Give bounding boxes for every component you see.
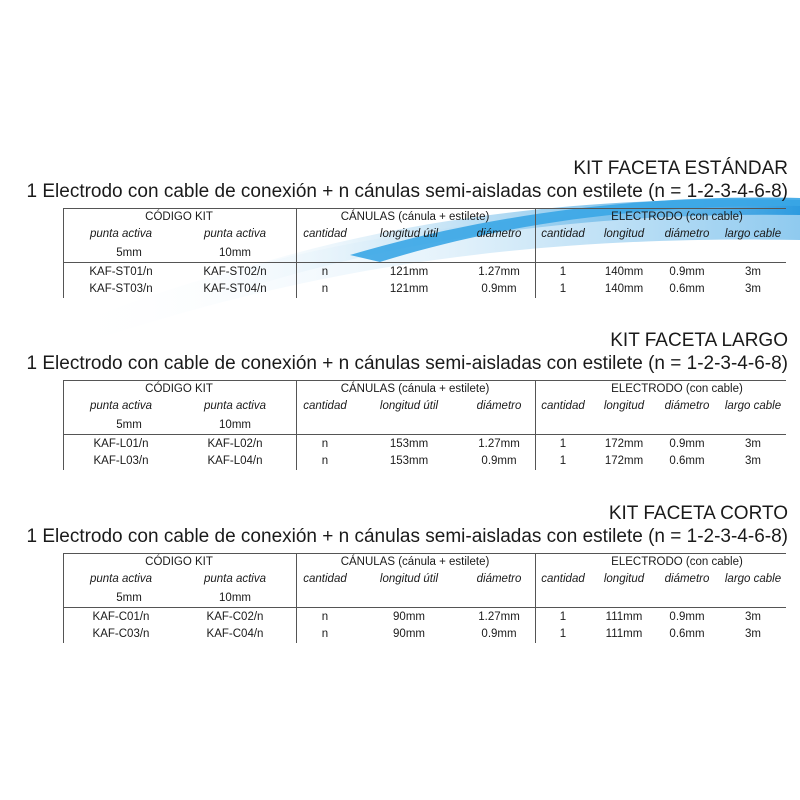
sub-header: cantidad: [541, 228, 585, 240]
table-cell: 0.9mm: [669, 438, 705, 450]
group-header-codigo-kit: CÓDIGO KIT: [145, 556, 213, 568]
sub-header: diámetro: [664, 228, 710, 240]
sub-header: cantidad: [541, 573, 585, 585]
table-cell: n: [321, 455, 329, 467]
kit-title: KIT FACETA ESTÁNDAR: [573, 158, 788, 179]
table-cell: 0.9mm: [481, 628, 517, 640]
table-cell: KAF-C04/n: [206, 628, 264, 640]
table-cell: KAF-ST04/n: [203, 283, 267, 295]
sub-header: punta activa: [89, 573, 153, 585]
table-cell: 3m: [745, 438, 761, 450]
sub-header: diámetro: [476, 228, 522, 240]
kit-title: KIT FACETA LARGO: [610, 330, 788, 351]
kit-description: 1 Electrodo con cable de conexión + n cánulas semi-aisladas con estilete (n = 1-2-3-4-6-8): [26, 353, 788, 374]
table-cell: 172mm: [604, 455, 644, 467]
kit-title: KIT FACETA CORTO: [608, 503, 788, 524]
table-cell: 3m: [745, 266, 761, 278]
table-cell: KAF-ST02/n: [203, 266, 267, 278]
table-cell: 1: [559, 611, 567, 623]
sub-header: longitud: [603, 573, 645, 585]
tip-size: 5mm: [116, 247, 142, 259]
table-cell: n: [321, 438, 329, 450]
table-cell: KAF-L01/n: [93, 438, 149, 450]
table-cell: 0.9mm: [669, 266, 705, 278]
sub-header: largo cable: [724, 573, 782, 585]
table-cell: 111mm: [605, 628, 643, 640]
sub-header: cantidad: [303, 400, 347, 412]
table-cell: 1: [559, 266, 567, 278]
sub-header: largo cable: [724, 228, 782, 240]
table-cell: KAF-L04/n: [207, 455, 263, 467]
table-cell: KAF-ST03/n: [89, 283, 153, 295]
tip-size: 5mm: [116, 592, 142, 604]
table-cell: 3m: [745, 628, 761, 640]
sub-header: cantidad: [541, 400, 585, 412]
table-cell: 140mm: [604, 283, 644, 295]
table-cell: 3m: [745, 455, 761, 467]
sub-header: punta activa: [203, 228, 267, 240]
table-cell: n: [321, 628, 329, 640]
table-cell: KAF-C03/n: [92, 628, 150, 640]
table-cell: 0.6mm: [669, 455, 705, 467]
group-header-canulas: CÁNULAS (cánula + estilete): [340, 211, 490, 223]
table-cell: KAF-L02/n: [207, 438, 263, 450]
table-cell: n: [321, 283, 329, 295]
group-header-canulas: CÁNULAS (cánula + estilete): [340, 383, 490, 395]
sub-header: diámetro: [664, 573, 710, 585]
table-cell: n: [321, 611, 329, 623]
table-cell: 172mm: [604, 438, 644, 450]
table-cell: 0.9mm: [481, 455, 517, 467]
group-header-canulas: CÁNULAS (cánula + estilete): [340, 556, 490, 568]
table-cell: 0.6mm: [669, 628, 705, 640]
tip-size: 10mm: [219, 592, 251, 604]
kit-table: [63, 553, 786, 643]
table-cell: 1: [559, 283, 567, 295]
table-cell: 0.9mm: [481, 283, 517, 295]
sub-header: punta activa: [203, 573, 267, 585]
table-cell: KAF-L03/n: [93, 455, 149, 467]
table-cell: n: [321, 266, 329, 278]
sub-header: cantidad: [303, 228, 347, 240]
table-cell: 3m: [745, 611, 761, 623]
kit-description: 1 Electrodo con cable de conexión + n cánulas semi-aisladas con estilete (n = 1-2-3-4-6-8): [26, 526, 788, 547]
table-cell: 1: [559, 438, 567, 450]
tip-size: 5mm: [116, 419, 142, 431]
sub-header: largo cable: [724, 400, 782, 412]
kit-table: [63, 208, 786, 298]
sub-header: diámetro: [664, 400, 710, 412]
tip-size: 10mm: [219, 419, 251, 431]
sub-header: cantidad: [303, 573, 347, 585]
sub-header: longitud: [603, 400, 645, 412]
group-header-electrodo: ELECTRODO (con cable): [611, 556, 743, 568]
group-header-electrodo: ELECTRODO (con cable): [611, 211, 743, 223]
sub-header: diámetro: [476, 400, 522, 412]
table-cell: 153mm: [389, 455, 429, 467]
table-cell: 1.27mm: [478, 611, 520, 623]
table-cell: 153mm: [389, 438, 429, 450]
sub-header: diámetro: [476, 573, 522, 585]
tip-size: 10mm: [219, 247, 251, 259]
kit-table: [63, 380, 786, 470]
table-cell: 1.27mm: [478, 438, 520, 450]
table-cell: 90mm: [393, 611, 425, 623]
sub-header: longitud: [603, 228, 645, 240]
table-cell: KAF-C02/n: [206, 611, 264, 623]
table-cell: 1: [559, 628, 567, 640]
sub-header: longitud útil: [379, 228, 439, 240]
group-header-codigo-kit: CÓDIGO KIT: [145, 383, 213, 395]
table-cell: 90mm: [393, 628, 425, 640]
sub-header: longitud útil: [379, 573, 439, 585]
group-header-electrodo: ELECTRODO (con cable): [611, 383, 743, 395]
sub-header: longitud útil: [379, 400, 439, 412]
sub-header: punta activa: [203, 400, 267, 412]
table-cell: 1.27mm: [478, 266, 520, 278]
table-cell: KAF-ST01/n: [89, 266, 153, 278]
table-cell: 0.6mm: [669, 283, 705, 295]
sub-header: punta activa: [89, 400, 153, 412]
table-cell: 111mm: [605, 611, 643, 623]
table-cell: 121mm: [389, 283, 429, 295]
table-cell: 3m: [745, 283, 761, 295]
table-cell: 121mm: [389, 266, 429, 278]
table-cell: 0.9mm: [669, 611, 705, 623]
table-cell: KAF-C01/n: [92, 611, 150, 623]
table-cell: 1: [559, 455, 567, 467]
group-header-codigo-kit: CÓDIGO KIT: [145, 211, 213, 223]
sub-header: punta activa: [89, 228, 153, 240]
table-cell: 140mm: [604, 266, 644, 278]
kit-description: 1 Electrodo con cable de conexión + n cánulas semi-aisladas con estilete (n = 1-2-3-4-6-8): [26, 181, 788, 202]
